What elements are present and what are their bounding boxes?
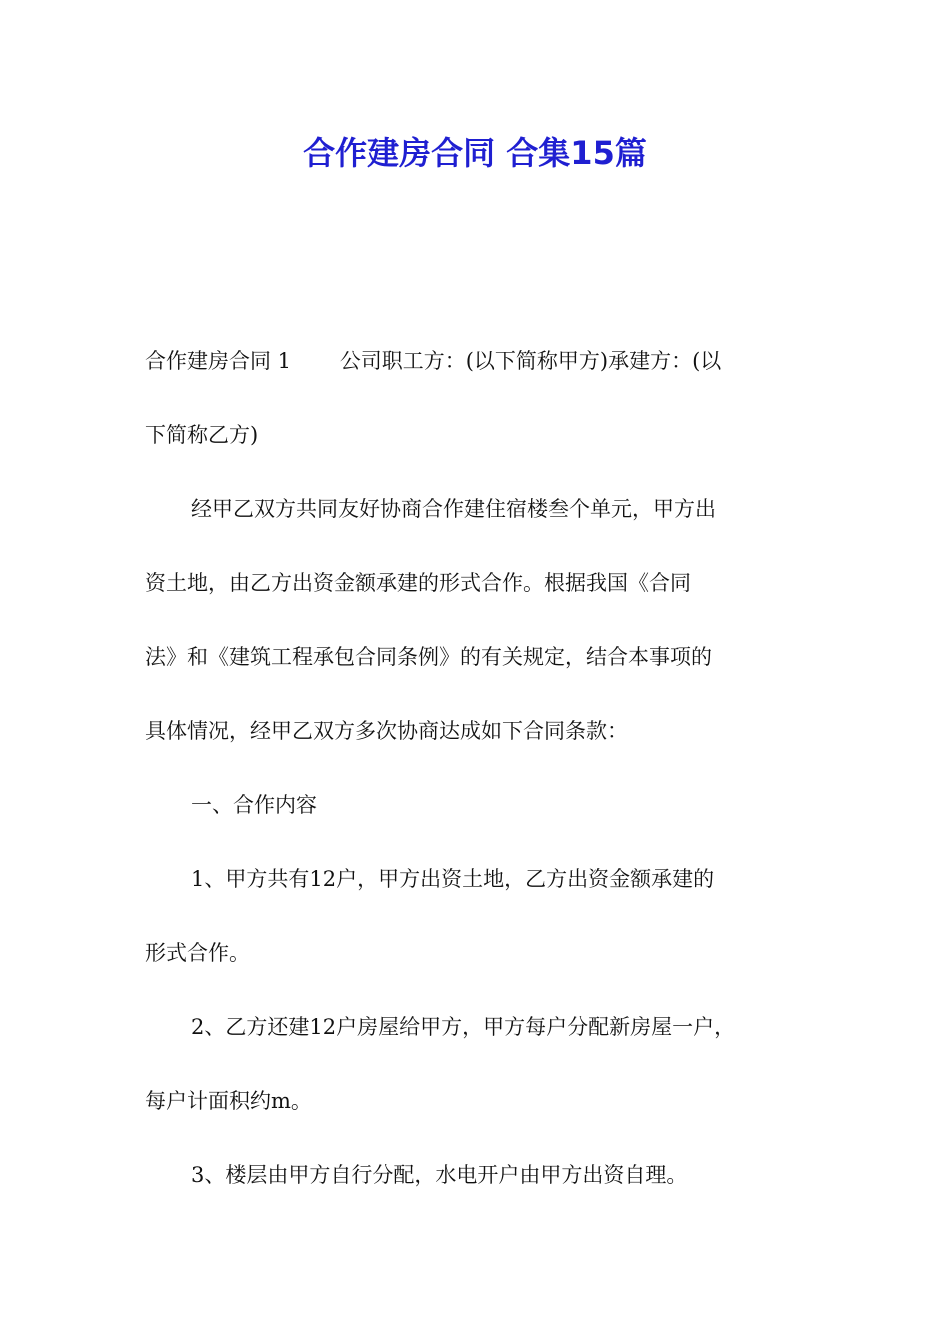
- clause-2: [145, 990, 735, 1138]
- section-heading-cooperation: [145, 768, 317, 842]
- clause-3: [145, 1138, 687, 1212]
- paragraph-line: 法》和《建筑工程承包合同条例》的有关规定，结合本事项的: [145, 645, 712, 669]
- section-heading: 一、合作内容: [191, 793, 317, 817]
- paragraph-line: 每户计面积约m。: [145, 1089, 312, 1113]
- paragraph-line: 资土地，由乙方出资金额承建的形式合作。根据我国《合同: [145, 571, 691, 595]
- paragraph-line: 2、乙方还建12户房屋给甲方，甲方每户分配新房屋一户，: [191, 1015, 736, 1039]
- paragraph-line: 具体情况，经甲乙双方多次协商达成如下合同条款：: [145, 719, 628, 743]
- paragraph-line: 下简称乙方): [145, 423, 259, 447]
- paragraph-line: 1、甲方共有12户，甲方出资土地，乙方出资金额承建的: [191, 867, 715, 891]
- paragraph-intro: [145, 324, 721, 472]
- paragraph-line: 形式合作。: [145, 941, 250, 965]
- paragraph-line: 经甲乙双方共同友好协商合作建住宿楼叁个单元，甲方出: [191, 497, 716, 521]
- paragraph-line: 合作建房合同 1 公司职工方：(以下简称甲方)承建方：(以: [145, 349, 722, 373]
- document-title: 合作建房合同 合集15篇: [303, 134, 647, 172]
- paragraph-line: 3、楼层由甲方自行分配，水电开户由甲方出资自理。: [191, 1163, 688, 1187]
- clause-1: [145, 842, 714, 990]
- paragraph-preamble: [145, 472, 716, 768]
